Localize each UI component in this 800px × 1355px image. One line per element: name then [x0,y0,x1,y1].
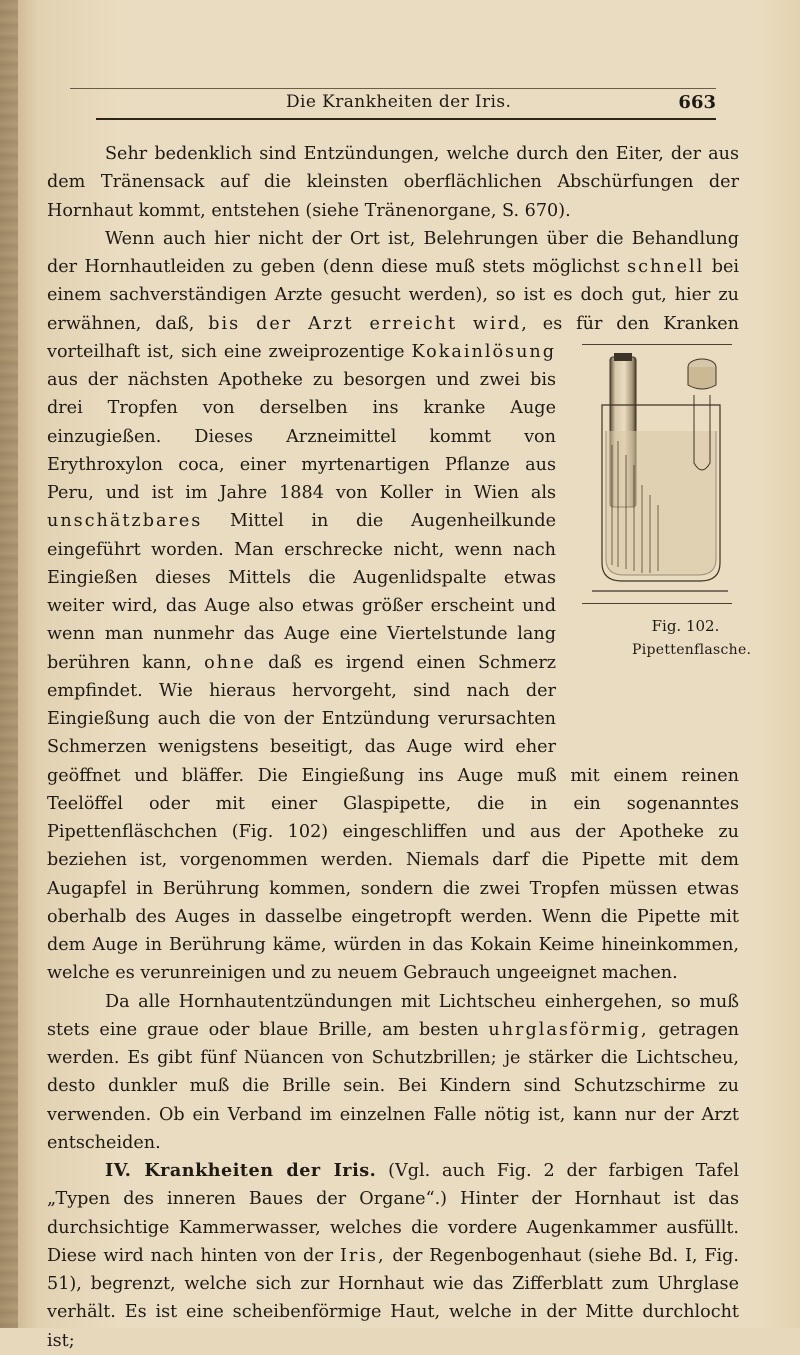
emphasis-text: Kokainlösung [411,341,556,362]
paragraph-text: Mittel in die Augenheilkunde eingeführt worden. Man erschrecke nicht, wenn nach Eingießen dieses Mittels die Augenlidspalte etwas weiter wird, das Auge also etwas größer erscheint und wenn man nunmehr das Auge eine Viertelstunde lang berühren kann, [47,511,556,673]
figure-102 [574,344,752,744]
page-header [96,92,716,118]
emphasis-text: uhrglasförmig, [488,1019,649,1040]
paragraph-eiter [47,140,739,225]
paragraph-text: Wenn auch hier nicht der Ort ist, Belehrungen über die Behandlung der Hornhautleiden zu geben (denn diese muß stets möglichst [47,228,739,277]
figure-frame [582,344,732,604]
paragraph-iris [47,1157,739,1355]
book-spine-shadow [0,0,18,1328]
paragraph-text: daß es irgend einen Schmerz empfindet. Wie hieraus hervorgeht, sind nach der Eingießung auch die von der Entzündung verursachten Schmerzen wenigstens beseitigt, das Auge wird eher geöffnet und bläffer. Die Eingießung ins Auge muß mit einem reinen Teelöffel oder mit einer Glaspipette, die in ein sogenanntes Pipettenfläschchen (Fig. 102) eingeschliffen und aus der Apotheke zu beziehen ist, vorgenommen werden. Niemals darf die Pipette mit dem Augapfel in Berührung kommen, sondern die zwei Tropfen müssen etwas oberhalb des Auges in dasselbe eingetropft werden. Wenn die Pipette mit dem Auge in Berührung käme, würden in das Kokain Keime hineinkommen, welche es verunreinigen und zu neuem Gebrauch ungeeignet machen. [47,652,739,984]
paragraph-text: Da alle Hornhautentzündungen mit Lichtscheu einhergehen, so muß stets eine graue oder blaue Brille, am besten [47,991,739,1040]
figure-number: Fig. 102. [651,616,720,635]
paragraph-text: (Vgl. auch Fig. 2 der farbigen Tafel „Typen des inneren Baues der Organe“.) Hinter der Hornhaut ist das durchsichtige Kammerwasser, welches die vordere Augenkammer ausfüllt. Diese wird nach hinten von der [47,1161,740,1266]
page-number: 663 [678,92,716,113]
pipette-bottle-illustration [582,345,732,603]
header-top-rule [70,88,716,89]
paragraph-text: es für den Kranken vorteilhaft ist, sich eine zweiprozentige [47,313,740,362]
paragraph-lichtscheu [47,988,739,1158]
emphasis-text: unschätzbares [47,511,203,532]
paragraph-text: aus der nächsten Apotheke zu besorgen und zwei bis drei Tropfen von derselben ins kranke Auge einzugießen. Dieses Arzneimittel kommt von Erythroxylon coca, einer myrtenartigen Pflanze aus Peru, und ist im Jahre 1884 von Koller in Wien als [47,370,556,503]
emphasis-text: Iris, [339,1245,386,1266]
paragraph-text: Sehr bedenklich sind Entzündungen, welche durch den Eiter, der aus dem Tränensack auf die kleinsten oberflächlichen Abschürfungen der Hornhaut kommt, entstehen (siehe Tränenorgane, S. 670). [47,144,739,221]
header-rule [96,118,716,120]
emphasis-text: schnell [627,257,705,277]
paragraph-text: getragen werden. Es gibt fünf Nüancen von Schutzbrillen; je stärker die Lichtscheu, desto dunkler muß die Brille sein. Bei Kindern sind Schutzschirme zu verwenden. Ob ein Verband im einzelnen Falle nötig ist, kann nur der Arzt entscheiden. [47,1019,739,1153]
figure-caption: Pipettenflasche. [632,641,752,658]
paragraph-behandlung [47,225,752,988]
paragraph-text: bei einem sachverständigen Arzte gesucht werden), so ist es doch gut, hier zu erwähnen, daß, [47,257,740,334]
body-text [47,140,752,1355]
paragraph-text: der Regenbogenhaut (siehe Bd. I, Fig. 51), begrenzt, welche sich zur Hornhaut wie das Zifferblatt zum Uhrglase verhält. Es ist eine scheibenförmige Haut, welche in der Mitte durchlocht ist; [47,1245,740,1351]
emphasis-text: bis der Arzt erreicht wird, [208,313,529,334]
section-heading: IV. Krankheiten der Iris. [105,1160,377,1181]
running-title: Die Krankheiten der Iris. [286,92,512,112]
emphasis-text: ohne [204,652,256,673]
